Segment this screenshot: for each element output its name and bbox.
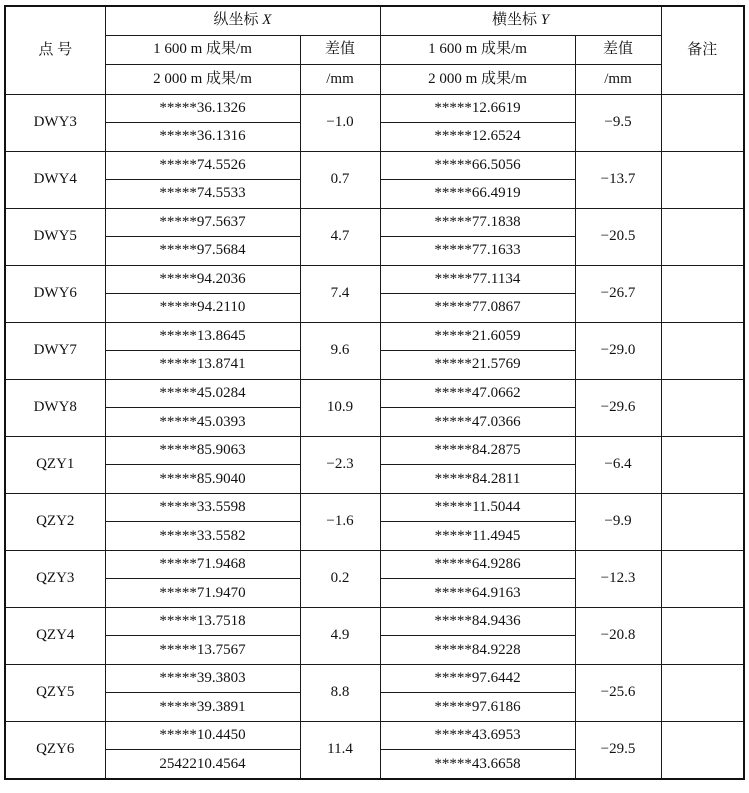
x-diff-cell: 0.2 [300, 550, 380, 607]
point-number-cell: DWY7 [5, 322, 105, 379]
table-row [5, 493, 744, 522]
x-1600-value-cell: *****94.2036 [105, 265, 300, 294]
x-diff-unit: /mm [300, 65, 380, 95]
x-2000-value-cell: *****13.8741 [105, 351, 300, 380]
x-2000-value-cell: 2542210.4564 [105, 750, 300, 779]
y-1600-value-cell: *****64.9286 [380, 550, 575, 579]
remarks-cell [661, 436, 744, 493]
table-row [5, 664, 744, 693]
y-1600-value-cell: *****21.6059 [380, 322, 575, 351]
y-coordinate-header [380, 6, 661, 35]
x-1600-value-cell: *****10.4450 [105, 721, 300, 750]
remarks-cell [661, 208, 744, 265]
y-2000-value-cell: *****77.0867 [380, 294, 575, 323]
table-row [5, 721, 744, 750]
coordinate-comparison-table [4, 5, 745, 780]
point-number-cell: DWY8 [5, 379, 105, 436]
y-2000-value-cell: *****47.0366 [380, 408, 575, 437]
x-1600-value-cell: *****74.5526 [105, 151, 300, 180]
y-1600-value-cell: *****97.6442 [380, 664, 575, 693]
remarks-cell [661, 721, 744, 779]
y-diff-cell: −25.6 [575, 664, 661, 721]
x-1600-value-cell: *****13.7518 [105, 607, 300, 636]
y-variable: Y [540, 12, 550, 29]
y-2000-value-cell: *****97.6186 [380, 693, 575, 722]
x-1600-value-cell: *****97.5637 [105, 208, 300, 237]
x-diff-cell: 10.9 [300, 379, 380, 436]
remarks-cell [661, 664, 744, 721]
y-2000-value-cell: *****66.4919 [380, 180, 575, 209]
x-2000-value-cell: *****36.1316 [105, 123, 300, 152]
y-diff-cell: −12.3 [575, 550, 661, 607]
y-1600-value-cell: *****12.6619 [380, 94, 575, 123]
point-number-cell: QZY6 [5, 721, 105, 779]
point-number-cell: QZY2 [5, 493, 105, 550]
y-diff-cell: −26.7 [575, 265, 661, 322]
x-diff-cell: −1.0 [300, 94, 380, 151]
table-row [5, 151, 744, 180]
remarks-cell [661, 151, 744, 208]
y-1600-value-cell: *****77.1838 [380, 208, 575, 237]
table-row [5, 322, 744, 351]
point-number-cell: QZY3 [5, 550, 105, 607]
point-number-cell: QZY1 [5, 436, 105, 493]
x-1600-value-cell: *****45.0284 [105, 379, 300, 408]
point-number-cell: DWY4 [5, 151, 105, 208]
y-2000-value-cell: *****84.2811 [380, 465, 575, 494]
x-coordinate-label: 纵坐标 [213, 12, 263, 29]
y-diff-cell: −9.5 [575, 94, 661, 151]
y-diff-header: 差值 [575, 35, 661, 65]
table-row [5, 607, 744, 636]
x-coordinate-header [105, 6, 380, 35]
x-diff-header: 差值 [300, 35, 380, 65]
remarks-cell [661, 379, 744, 436]
y-2000-value-cell: *****11.4945 [380, 522, 575, 551]
y-2000-value-cell: *****21.5769 [380, 351, 575, 380]
table-row [5, 379, 744, 408]
y-diff-cell: −20.8 [575, 607, 661, 664]
point-number-cell: DWY5 [5, 208, 105, 265]
x-variable: X [262, 12, 272, 29]
point-number-cell: QZY5 [5, 664, 105, 721]
table-row [5, 265, 744, 294]
y-1600-value-cell: *****66.5056 [380, 151, 575, 180]
point-number-cell: DWY3 [5, 94, 105, 151]
point-number-cell: DWY6 [5, 265, 105, 322]
x-diff-cell: 0.7 [300, 151, 380, 208]
y-diff-cell: −13.7 [575, 151, 661, 208]
y-diff-cell: −29.6 [575, 379, 661, 436]
point-number-cell: QZY4 [5, 607, 105, 664]
x-diff-cell: −2.3 [300, 436, 380, 493]
y-2000-value-cell: *****64.9163 [380, 579, 575, 608]
y-diff-unit: /mm [575, 65, 661, 95]
x-1600-header: 1 600 m 成果/m [105, 35, 300, 65]
table-row [5, 208, 744, 237]
x-2000-value-cell: *****74.5533 [105, 180, 300, 209]
y-1600-value-cell: *****43.6953 [380, 721, 575, 750]
x-1600-value-cell: *****85.9063 [105, 436, 300, 465]
x-2000-value-cell: *****39.3891 [105, 693, 300, 722]
y-coordinate-label: 横坐标 [491, 12, 541, 29]
x-1600-value-cell: *****33.5598 [105, 493, 300, 522]
y-2000-header: 2 000 m 成果/m [380, 65, 575, 95]
x-2000-value-cell: *****97.5684 [105, 237, 300, 266]
x-diff-cell: 4.7 [300, 208, 380, 265]
x-2000-value-cell: *****94.2110 [105, 294, 300, 323]
x-2000-value-cell: *****45.0393 [105, 408, 300, 437]
x-2000-value-cell: *****33.5582 [105, 522, 300, 551]
remarks-cell [661, 322, 744, 379]
y-diff-cell: −29.5 [575, 721, 661, 779]
x-diff-cell: 11.4 [300, 721, 380, 779]
x-1600-value-cell: *****71.9468 [105, 550, 300, 579]
x-2000-value-cell: *****85.9040 [105, 465, 300, 494]
y-1600-value-cell: *****84.9436 [380, 607, 575, 636]
table-row [5, 550, 744, 579]
x-2000-value-cell: *****71.9470 [105, 579, 300, 608]
remarks-cell [661, 493, 744, 550]
y-diff-cell: −9.9 [575, 493, 661, 550]
x-diff-cell: −1.6 [300, 493, 380, 550]
x-1600-value-cell: *****13.8645 [105, 322, 300, 351]
table-row [5, 436, 744, 465]
remarks-header: 备注 [661, 6, 744, 94]
header-row-2 [5, 35, 744, 65]
x-diff-cell: 7.4 [300, 265, 380, 322]
y-2000-value-cell: *****12.6524 [380, 123, 575, 152]
y-2000-value-cell: *****84.9228 [380, 636, 575, 665]
point-no-header: 点 号 [5, 6, 105, 94]
y-diff-cell: −6.4 [575, 436, 661, 493]
y-1600-value-cell: *****84.2875 [380, 436, 575, 465]
x-diff-cell: 4.9 [300, 607, 380, 664]
y-1600-value-cell: *****11.5044 [380, 493, 575, 522]
y-1600-value-cell: *****77.1134 [380, 265, 575, 294]
y-2000-value-cell: *****43.6658 [380, 750, 575, 779]
y-1600-value-cell: *****47.0662 [380, 379, 575, 408]
y-diff-cell: −20.5 [575, 208, 661, 265]
remarks-cell [661, 550, 744, 607]
x-2000-value-cell: *****13.7567 [105, 636, 300, 665]
y-1600-header: 1 600 m 成果/m [380, 35, 575, 65]
header-row-3 [5, 65, 744, 95]
remarks-cell [661, 94, 744, 151]
y-2000-value-cell: *****77.1633 [380, 237, 575, 266]
x-1600-value-cell: *****36.1326 [105, 94, 300, 123]
remarks-cell [661, 265, 744, 322]
table-row [5, 94, 744, 123]
x-diff-cell: 9.6 [300, 322, 380, 379]
x-1600-value-cell: *****39.3803 [105, 664, 300, 693]
x-2000-header: 2 000 m 成果/m [105, 65, 300, 95]
remarks-cell [661, 607, 744, 664]
header-row-1 [5, 6, 744, 35]
x-diff-cell: 8.8 [300, 664, 380, 721]
y-diff-cell: −29.0 [575, 322, 661, 379]
